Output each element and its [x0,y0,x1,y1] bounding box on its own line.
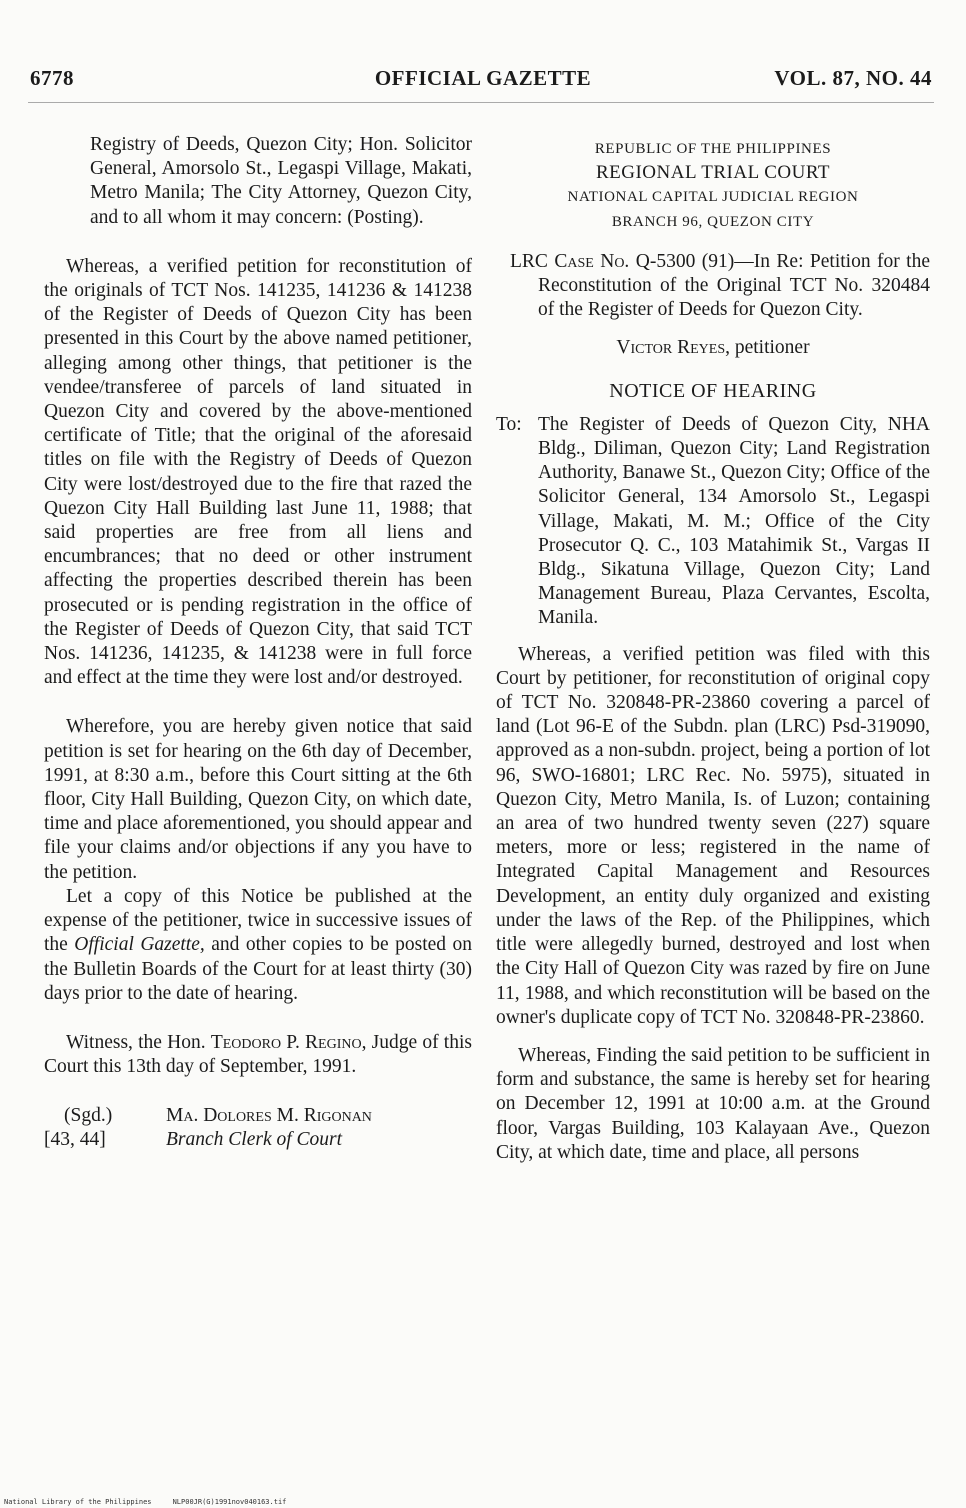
case-label: LRC Case No. [510,250,630,272]
footer-library: National Library of the Philippines [4,1498,152,1506]
case-text: Q-5300 (91)—In Re: Petition for the Reconstitution of the Original TCT No. 320484 of the Register of Deeds for Quezon City. [538,250,930,321]
header-rule [28,102,934,103]
witness-after: Judge of this Court this 13th day of September, 1991. [44,1031,472,1078]
signer-name: Ma. Dolores M. Rigonan [166,1105,372,1127]
issue-numbers: [43, 44] [44,1129,106,1151]
right-paragraph-2: Whereas, Finding the said petition to be sufficient in form and substance, the same is hereby set for hearing on December 12, 1991 at 10:00 a.m. at the Ground floor, Vargas Building, 103 Kalayaan Ave., Quezon City, at which date, time and place, all persons [496,1044,930,1163]
court-name: REGIONAL TRIAL COURT [595,162,831,184]
signer-title: Branch Clerk of Court [166,1129,343,1151]
official-gazette-italic: Official Gazette, [74,934,205,956]
to-addressees: The Register of Deeds of Quezon City, NHA Bldg., Diliman, Quezon City; Land Registration Authority, Banawe St., Quezon City; Office of the Solicitor General, 134 Amorsolo St., Legaspi Village, Makati, M. M.; Office of the City Prosecutor Q. C., 103 Matahimik St., Vargas II Bldg., Sikatuna Village, Quezon City; Land Management Bureau, Plaza Cervantes, Escolta, Manila. [538,413,930,629]
petitioner-label: petitioner [729,337,810,359]
witness-before: Witness, the Hon. [66,1031,211,1053]
case-caption [496,250,930,323]
volume-number: VOL. 87, NO. 44 [774,66,932,90]
right-column [496,137,930,1165]
notice-title: NOTICE OF HEARING [609,379,817,402]
scan-footer [4,1498,286,1506]
court-republic: REPUBLIC OF THE PHILIPPINES [594,141,832,157]
page-number: 6778 [30,66,74,90]
petitioner-name: Victor Reyes, [616,337,730,359]
addressees: Registry of Deeds, Quezon City; Hon. Solicitor General, Amorsolo St., Legaspi Village, Makati, Metro Manila; The City Attorney, Quezon City, and to all whom it may concern: (Posting). [90,134,472,228]
footer-file: NLP00JR(G)1991nov040163.tif [172,1498,287,1506]
left-paragraph-3 [44,885,472,1006]
left-paragraph-1: Whereas, a verified petition for reconstitution of the originals of TCT Nos. 141235, 141236 & 141238 of the Register of Deeds of Quezon City has been presented in this Court by the above named petitioner, alleging among other things, that petitioner is the vendee/transferee of parcels of land situated in Quezon City and covered by the above-mentioned certificate of Title; that the original of the aforesaid titles on file with the Registry of Deeds of Quezon City were lost/destroyed due to the fire that razed the Quezon City Hall Building last June 11, 1988; that said properties are free from all liens and encumbrances; that no deed or other instrument affecting the properties described therein has been prosecuted or is pending registration in the office of the Register of Deeds of Quezon City, that said TCT Nos. 141236, 141235, & 141238 were in full force and effect at the time they were lost and/or destroyed. [44,255,472,689]
p3-before: Let a copy of this Notice be published at the expense of the petitioner, twice in successive issues of the [44,885,472,956]
p3-after: and other copies to be posted on the Bulletin Boards of the Court for at least thirty (30) days prior to the date of hearing. [44,934,472,1004]
left-column [44,133,472,1154]
court-region: NATIONAL CAPITAL JUDICIAL REGION [567,189,859,206]
court-branch: BRANCH 96, QUEZON CITY [611,213,815,230]
witness-paragraph [44,1031,472,1079]
gazette-title-text: OFFICIAL GAZETTE [374,66,592,90]
petitioner-line [496,336,930,360]
sgd-label: (Sgd.) [64,1105,113,1127]
to-block [496,413,930,631]
signature-block [44,1104,472,1154]
to-label: To: [496,413,522,435]
right-paragraph-1: Whereas, a verified petition was filed with this Court by petitioner, for reconstitution of original copy of TCT No. 320848-PR-23860 covering a parcel of land (Lot 96-E of the Subdn. plan (LRC) Psd-319090, approved as a non-subdn. project, being a portion of lot 96, SWO-16801; LRC Rec. No. 5975), situated in Quezon City, Metro Manila, Is. of Luzon; containing an area of two hundred twenty seven (227) square meters, more or less; registered in the name of Integrated Capital Management and Resources Development, an entity duly organized and existing under the laws of the Rep. of the Philippines, which title were allegedly burned, destroyed and lost when the City Hall of Quezon City was razed by fire on June 11, 1988, and which reconstitution will be based on the owner's duplicate copy of TCT No. 320848-PR-23860. [496,643,930,1028]
left-paragraph-2: Wherefore, you are hereby given notice that said petition is set for hearing on the 6th day of December, 1991, at 8:30 a.m., before this Court sitting at the 6th floor, City Hall Building, Quezon City, on which date, time and place aforementioned, you should appear and file your claims and/or objections if any you have to the petition. [44,716,472,883]
judge-name: Teodoro P. Regino, [210,1031,367,1053]
